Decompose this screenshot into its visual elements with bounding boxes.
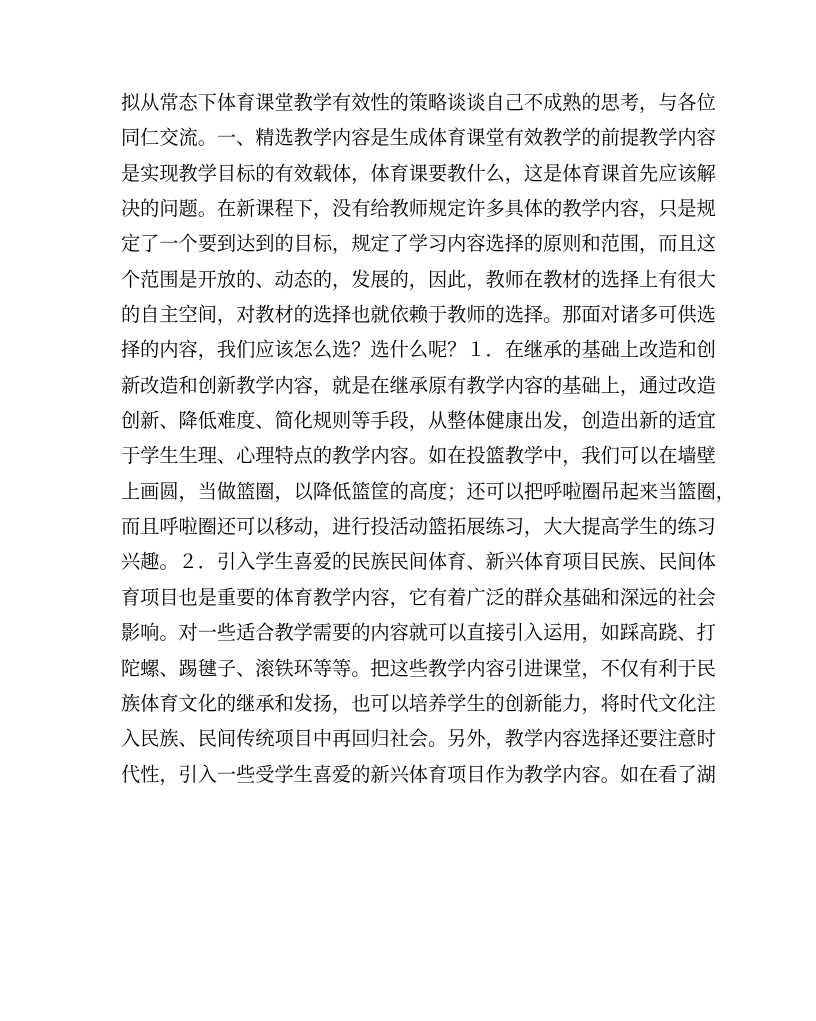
text-line: 新改造和创新教学内容，就是在继承原有教学内容的基础上，通过改造 [121, 373, 716, 397]
text-line: 同仁交流。一、精选教学内容是生成体育课堂有效教学的前提教学内容 [121, 126, 716, 150]
text-line: 代性，引入一些受学生喜爱的新兴体育项目作为教学内容。如在看了湖 [121, 762, 716, 786]
text-line: 于学生生理、心理特点的教学内容。如在投篮教学中，我们可以在墙壁 [121, 444, 716, 468]
text-line: 个范围是开放的、动态的，发展的，因此，教师在教材的选择上有很大 [121, 267, 716, 291]
text-line: 创新、降低难度、简化规则等手段，从整体健康出发，创造出新的适宜 [121, 409, 716, 433]
text-line: 的自主空间，对教材的选择也就依赖于教师的选择。那面对诸多可供选 [121, 303, 716, 327]
text-line: 影响。对一些适合教学需要的内容就可以直接引入运用，如踩高跷、打 [121, 621, 716, 645]
text-line: 是实现教学目标的有效载体，体育课要教什么，这是体育课首先应该解 [121, 161, 716, 185]
text-line: 择的内容，我们应该怎么选？选什么呢？１．在继承的基础上改造和创 [121, 338, 716, 362]
text-line: 上画圆，当做篮圈，以降低篮筐的高度；还可以把呼啦圈吊起来当篮圈， [121, 479, 735, 503]
text-line: 定了一个要到达到的目标，规定了学习内容选择的原则和范围，而且这 [121, 232, 716, 256]
text-line: 而且呼啦圈还可以移动，进行投活动篮拓展练习，大大提高学生的练习 [121, 515, 716, 539]
text-line: 入民族、民间传统项目中再回归社会。另外，教学内容选择还要注意时 [121, 727, 716, 751]
body-text [121, 85, 735, 792]
text-line: 陀螺、踢毽子、滚铁环等等。把这些教学内容引进课堂，不仅有利于民 [121, 656, 716, 680]
text-line: 族体育文化的继承和发扬，也可以培养学生的创新能力，将时代文化注 [121, 691, 716, 715]
text-line: 拟从常态下体育课堂教学有效性的策略谈谈自己不成熟的思考，与各位 [121, 91, 716, 114]
text-line: 育项目也是重要的体育教学内容，它有着广泛的群众基础和深远的社会 [121, 585, 716, 609]
text-line: 决的问题。在新课程下，没有给教师规定许多具体的教学内容，只是规 [121, 197, 716, 221]
text-line: 兴趣。２．引入学生喜爱的民族民间体育、新兴体育项目民族、民间体 [121, 550, 716, 574]
